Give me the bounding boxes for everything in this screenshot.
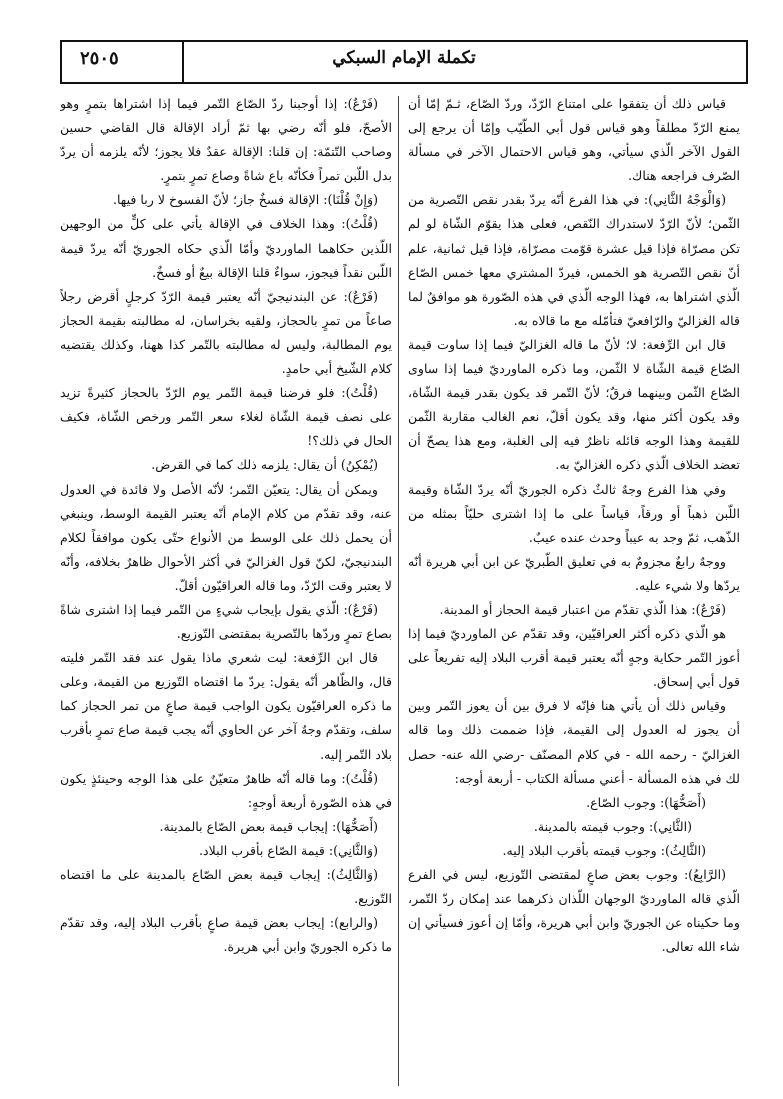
paragraph: ويمكن أن يقال: يتعيّن التّمر؛ لأنّه الأصل ولا فائدة في العدول عنه، وقد تقدّم من كلام الإمام أنّه يعتبر القيمة الوسط، وينبغي أن يحمل ذلك على الوسط من الأنواع حتّى يكون موافقاً لكلام البندنيجيّ، لكنّ قول الغزاليّ في أكثر الأحوال ظاهرٌ بخلافه، وأنّه لا يعتبر وقت الرّدّ، وما قاله العراقيّون أقلّ. [60, 481, 392, 593]
paragraph: قال ابن الرِّفعة: ليت شعري ماذا يقول عند فقد التّمر فليته قال، والظّاهر أنّه يقول: يردّ ما اقتضاه التّوزيع من القيمة، وعلى ما ذكره العراقيّون يكون الواجب قيمة صاعٍ من تمر الحجاز كما سلف، وتقدّم وجهٌ آخر عن الحاوي أنّه يجب قيمة صاع تمرٍ بأقرب بلاد التّمر إليه. [60, 650, 392, 762]
paragraph: قياس ذلك أن يتفقوا على امتناع الرّدّ، وردّ الصّاع، ثـمّ إمّا أن يمنع الرّدّ مطلقاً وهو قياس قول أبي الطّيّب وإمّا أن يرجع إلى القول الآخر الّذي سيأتي، وهو قياس الاحتمال الآخر في مسألة الصّرف فراجعه هناك. [408, 96, 740, 184]
list-item: (والرابع): إيجاب بعض قيمة صاعٍ بأقرب البلاد إليه، وقد تقدّم ما ذكره الجوريّ وابن أبي هريرة. [60, 915, 392, 955]
list-item: (أَصَحُّهَا): وجوب الصّاع. [586, 794, 706, 810]
paragraph: (فَرْعٌ): الّذي يقول بإيجاب شيءٍ من التّمر فيما إذا اشترى شاةً بصاع تمرٍ وردّها بالتّصرية بمقتضى التّوزيع. [60, 601, 392, 642]
list-item: (الرَّابِعُ): وجوب بعض صاعٍ لمقتضى التّوزيع، ليس في الفرع الّذي قاله الماورديّ الوجهان اللّذان ذكرهما عند إمكان ردّ التّمر، وما حكيناه عن الجوريّ وابن أبي هريرة، وأمّا إن أعوز فسيأتي إن شاء الله تعالى. [408, 867, 740, 955]
paragraph: (قُلْتُ): وما قاله أنّه ظاهرٌ متعيّنٌ على هذا الوجه وحينئذٍ يكون في هذه الصّورة أربعة أوجهٍ: [60, 770, 392, 810]
page-title: تكملة الإمام السبكي [332, 48, 476, 68]
list-item: (وَالثَّالِثُ): إيجاب قيمة بعض الصّاع بالمدينة على ما اقتضاه التّوزيع. [60, 867, 392, 907]
paragraph: (فَرْعٌ): إذا أوجبنا ردّ الصّاع التّمر فيما إذا اشتراها بتمرٍ وهو الأصحّ، فلو أنّه رضي بها ثمّ أراد الإقالة قال القاضي حسين وصاحب التّتمّة: إن قلنا: الإقالة عقدٌ فلا يجوز؛ لأنّه يلزمه أن يردّ بدل اللّبن تمراً فكأنّه باع شاةً وصاع تمرٍ بتمرٍ. [60, 96, 392, 184]
left-column [60, 92, 392, 1092]
paragraph: (وَالْوَجْهُ الثَّانِي): في هذا الفرع أنّه يردّ بقدر نقص التّصرية من الثّمن؛ لأنّ الرّدّ لاستدراك النّقص، فعلى هذا يقوّم الشّاة لو لم تكن مصرّاة فإذا قيل عشرة قوّمت مصرّاة، فإذا قيل ثمانية، علم أنّ نقص التّصرية هو الخمس، فيردّ المشتري معها خمس الصّاع الّذي اشتراها به، فهذا الوجه الّذي في هذه الصّورة هو موافقٌ لما قاله الغزاليّ والرّافعيّ فتأمّله مع ما قالاه به. [408, 192, 740, 328]
header-divider [182, 42, 184, 82]
paragraph: وقياس ذلك أن يأتي هنا فإنّه لا فرق بين أن يعوز التّمر وبين أن يجوز له العدول إلى القيمة، فإذا ضممت ذلك وما قاله الغزاليّ - رحمه الله - في كلام المصنّف -رضي الله عنه- حصل لك في هذه المسألة - أعني مسألة الكتاب - أربعة أوجه: [408, 698, 740, 786]
list-item: (وَالثَّانِي): قيمة الصّاع بأقرب البلاد. [198, 842, 378, 858]
paragraph: (وَإِنْ قُلْنَا): الإقالة فسخٌ جاز؛ لأنّ الفسوخ لا ربا فيها. [112, 192, 378, 208]
page-header [60, 40, 748, 84]
page-number: ٢٥٠٥ [80, 48, 119, 69]
paragraph: ووجهٌ رابعٌ مجزومٌ به في تعليق الطّبريّ عن ابن أبي هريرة أنّه يردّها ولا شيء عليه. [408, 553, 740, 593]
right-column [408, 92, 740, 1092]
paragraph: هو الّذي ذكره أكثر العراقيّين، وقد تقدّم عن الماورديّ فيما إذا أعوز التّمر حكاية وجهٍ أنّه يعتبر قيمة أقرب البلاد إليه تفريعاً على قول أبي إسحاق. [408, 626, 740, 690]
column-divider [398, 96, 399, 1086]
paragraph: (يُمْكِنُ) أن يقال: يلزمه ذلك كما في القرض. [151, 457, 378, 473]
paragraph: (قُلْتُ): وهذا الخلاف في الإقالة يأتي على كلٍّ من الوجهين اللّذين حكاهما الماورديّ وأمّا الّذي حكاه الجوريّ أنّه يردّ قيمة اللّبن نقداً فيجوز، سواءٌ قلنا الإقالة بيعٌ أو فسخٌ. [60, 216, 392, 280]
list-item: (الثَّانِي): وجوب قيمته بالمدينة. [533, 818, 692, 834]
paragraph: (قُلْتُ): فلو فرضنا قيمة التّمر يوم الرّدّ بالحجاز كثيرةً تزيد على نصف قيمة الشّاة لغلاء سعر التّمر ورخص الشّاة، فكيف الحال في ذلك؟! [60, 385, 392, 449]
list-item: (الثَّالِثُ): وجوب قيمته بأقرب البلاد إليه. [502, 842, 706, 858]
paragraph: (فَرْعٌ): هذا الّذي تقدّم من اعتبار قيمة الحجاز أو المدينة. [439, 601, 726, 617]
paragraph: (فَرْعٌ): عن البندنيجيّ أنّه يعتبر قيمة الرّدّ كرجلٍ أقرض رجلاً صاعاً من تمرٍ بالحجاز، ولقيه بخراسان، له مطالبته بقيمة الحجاز يوم المطالبة، وليس له مطالبته بالتّمر كذا ههنا، وكذلك يقتضيه كلام الشّيخ أبي حامدٍ. [60, 288, 392, 377]
paragraph: وفي هذا الفرع وجهٌ ثالثٌ ذكره الجوريّ أنّه يردّ الشّاة وقيمة اللّبن ذهباً أو ورقاً، قياساً على ما إذا اشترى حليّاً بمثله من الذّهب، ثمّ وجد به عيباً وحدث عنده عيبٌ. [408, 481, 740, 545]
paragraph: قال ابن الرِّفعة: لا؛ لأنّ ما قاله الغزاليّ فيما إذا ساوت قيمة الصّاع قيمة الشّاة لا الثّمن، وما ذكره الماورديّ فيما إذا ساوى الصّاع الثّمن وبينهما فرقٌ؛ لأنّ التّمر قد يكون بقدر قيمة الشّاة، وقد يكون أكثر منها، وقد يكون أقلّ، نعم الغالب مقاربة الثّمن للقيمة وهذا الوجه قائله ناظرٌ فيه إلى الغلبة، ومع هذا يصحّ أن تعضد الخلاف الّذي ذكره الغزاليّ به. [408, 336, 740, 473]
list-item: (أَصَحُّهَا): إيجاب قيمة بعض الصّاع بالمدينة. [159, 818, 378, 834]
